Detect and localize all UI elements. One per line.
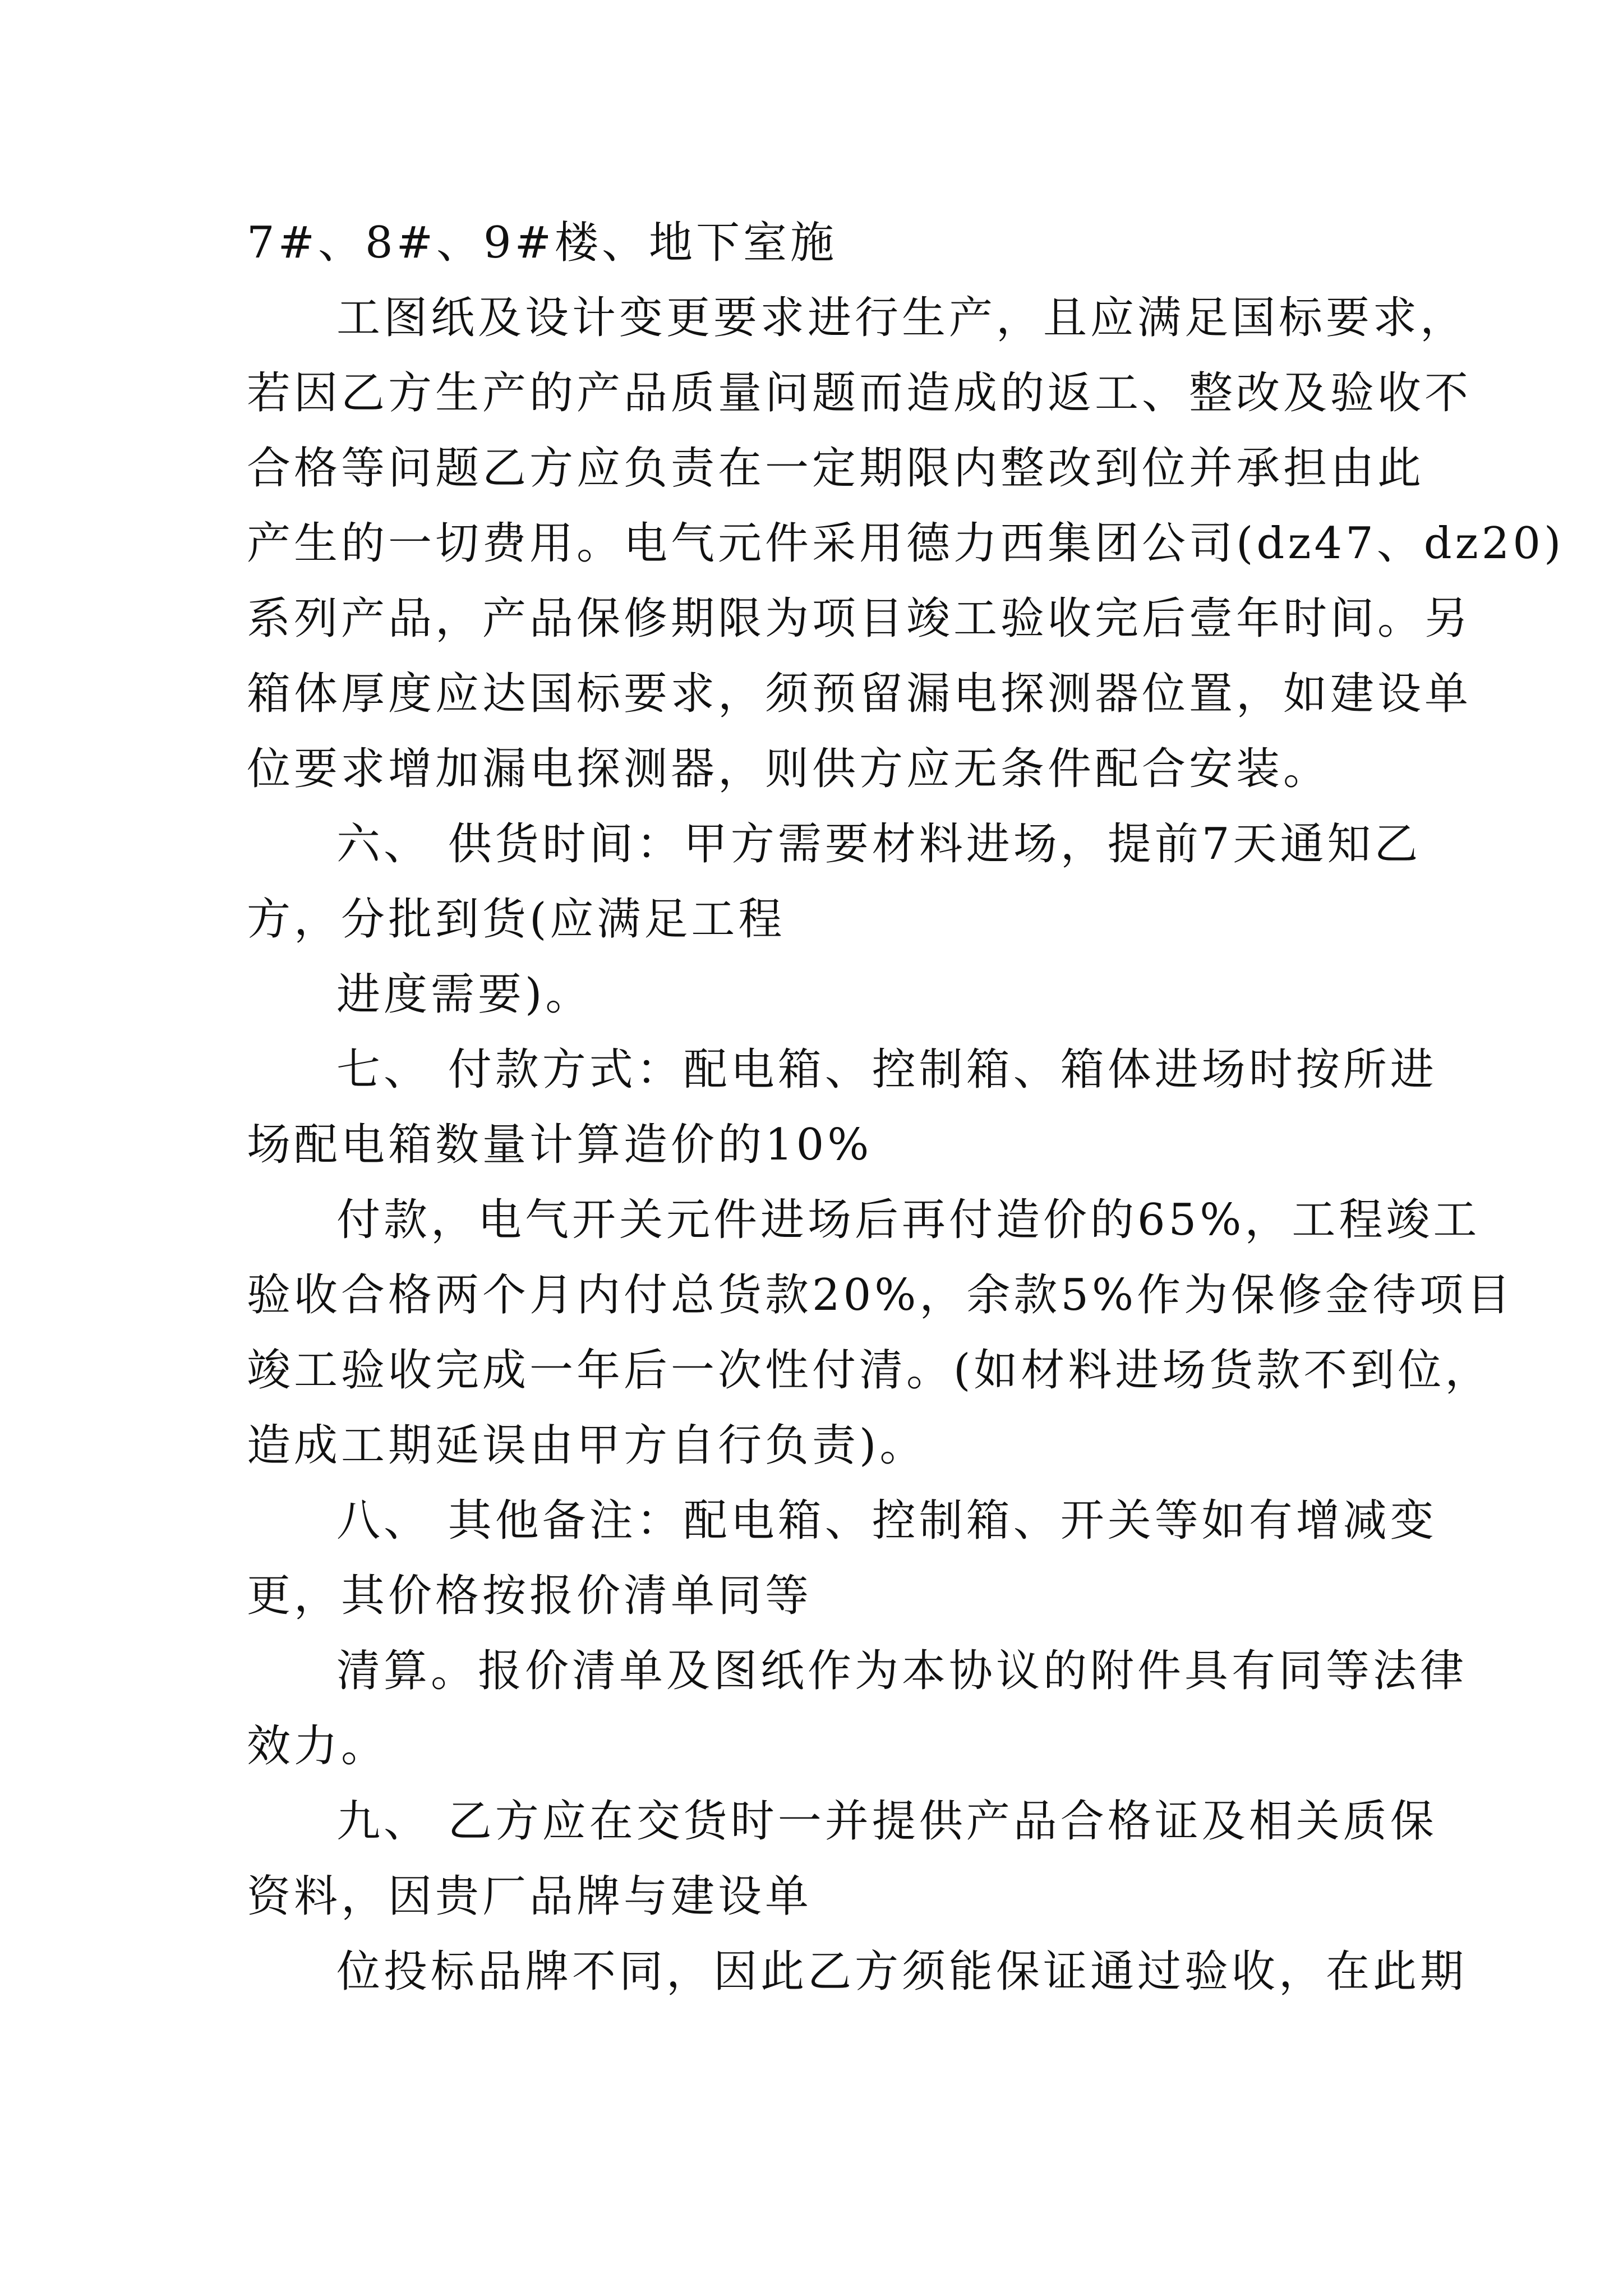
text-line: 效力。 — [247, 1721, 389, 1772]
text-line: 八、 其他备注：配电箱、控制箱、开关等如有增减变 — [336, 1496, 1437, 1546]
text-line: 九、 乙方应在交货时一并提供产品合格证及相关质保 — [336, 1796, 1437, 1847]
text-line: 位投标品牌不同，因此乙方须能保证通过验收，在此期 — [336, 1947, 1468, 1997]
text-line: 竣工验收完成一年后一次性付清。(如材料进场货款不到位， — [247, 1345, 1492, 1396]
text-line: 方，分批到货(应满足工程 — [247, 894, 786, 945]
text-line: 合格等问题乙方应负责在一定期限内整改到位并承担由此 — [247, 443, 1425, 494]
text-line: 7#、8#、9#楼、地下室施 — [247, 218, 837, 268]
text-line: 场配电箱数量计算造价的10% — [247, 1120, 873, 1170]
text-line: 进度需要)。 — [336, 969, 593, 1020]
text-line: 工图纸及设计变更要求进行生产，且应满足国标要求， — [336, 293, 1468, 343]
text-line: 更，其价格按报价清单同等 — [247, 1571, 813, 1621]
text-line: 清算。报价清单及图纸作为本协议的附件具有同等法律 — [336, 1646, 1468, 1696]
text-line: 若因乙方生产的产品质量问题而造成的返工、整改及验收不 — [247, 368, 1472, 418]
text-line: 系列产品，产品保修期限为项目竣工验收完后壹年时间。另 — [247, 593, 1472, 644]
text-line: 产生的一切费用。电气元件采用德力西集团公司(dz47、dz20) — [247, 518, 1565, 569]
text-line: 造成工期延误由甲方自行负责)。 — [247, 1420, 927, 1471]
text-line: 验收合格两个月内付总货款20%，余款5%作为保修金待项目 — [247, 1270, 1514, 1320]
text-line: 付款，电气开关元件进场后再付造价的65%，工程竣工 — [336, 1195, 1481, 1245]
text-line: 位要求增加漏电探测器，则供方应无条件配合安装。 — [247, 744, 1331, 794]
text-line: 七、 付款方式：配电箱、控制箱、箱体进场时按所进 — [336, 1045, 1437, 1095]
text-line: 六、 供货时间：甲方需要材料进场，提前7天通知乙 — [336, 819, 1422, 869]
text-line: 箱体厚度应达国标要求，须预留漏电探测器位置，如建设单 — [247, 669, 1472, 719]
text-line: 资料，因贵厂品牌与建设单 — [247, 1871, 813, 1922]
